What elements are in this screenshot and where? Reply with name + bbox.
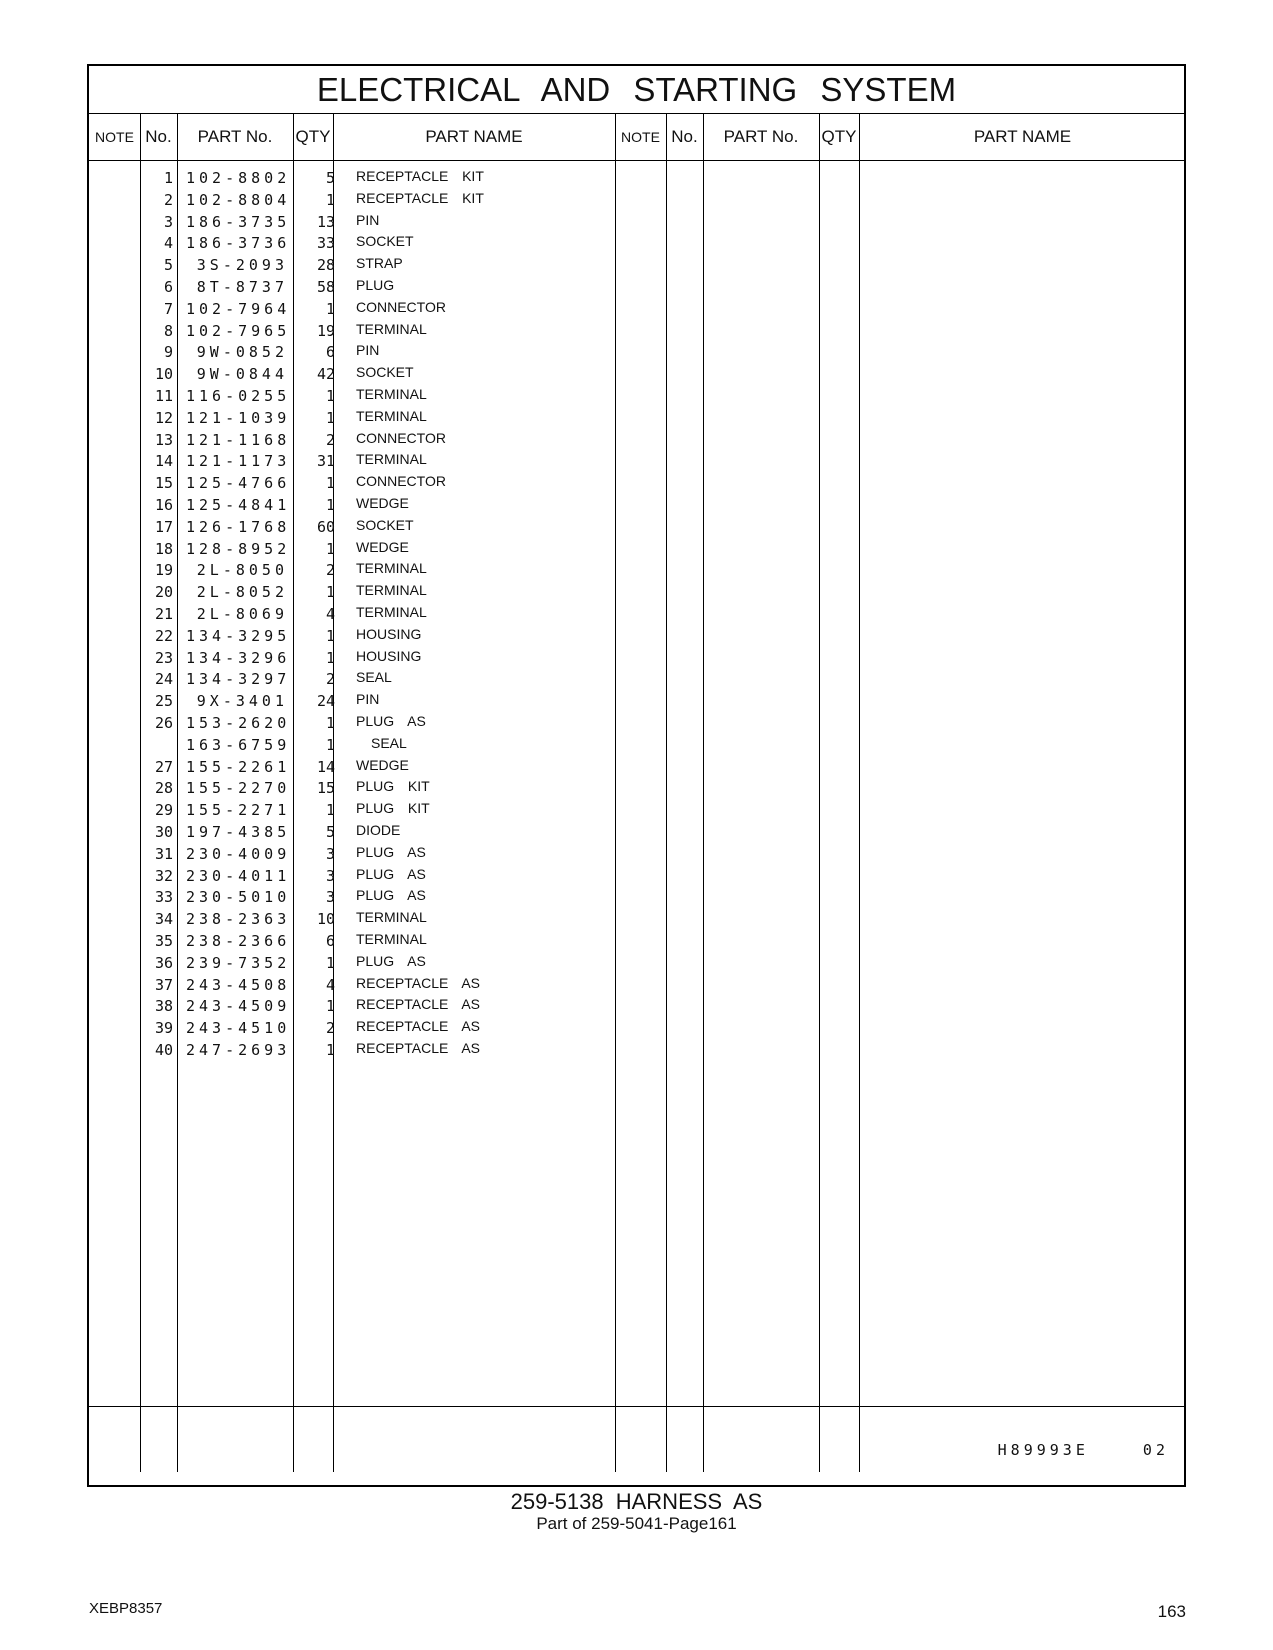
part-number: 153-2620 bbox=[186, 714, 291, 732]
item-number: 22 bbox=[154, 626, 173, 645]
item-number: 12 bbox=[154, 408, 173, 427]
part-number: 8T-8737 bbox=[196, 278, 288, 296]
item-number: 40 bbox=[154, 1041, 173, 1059]
quantity: 2 bbox=[325, 670, 335, 689]
quantity: 1 bbox=[325, 408, 335, 427]
part-number: 102-8802 bbox=[186, 169, 291, 187]
part-number: 243-4508 bbox=[186, 975, 291, 994]
part-name: TERMINAL bbox=[356, 931, 427, 947]
item-number: 7 bbox=[163, 299, 173, 318]
part-name: SEAL bbox=[371, 734, 407, 751]
quantity: 2 bbox=[325, 1019, 335, 1038]
part-name: STRAP bbox=[356, 255, 403, 272]
quantity: 42 bbox=[316, 365, 335, 384]
quantity: 10 bbox=[316, 910, 335, 929]
part-name: HOUSING bbox=[356, 647, 422, 664]
part-name: PLUG AS bbox=[356, 713, 426, 729]
quantity: 1 bbox=[325, 539, 335, 558]
quantity: 4 bbox=[325, 975, 335, 994]
item-number: 2 bbox=[163, 190, 173, 209]
part-name: SOCKET bbox=[356, 233, 414, 250]
column-divider bbox=[703, 113, 704, 1472]
part-name: HOUSING bbox=[356, 625, 422, 642]
part-number: 238-2366 bbox=[186, 932, 291, 950]
part-name: PIN bbox=[356, 691, 380, 708]
part-number: 197-4385 bbox=[186, 823, 291, 841]
part-number: 155-2261 bbox=[186, 757, 291, 776]
part-name: WEDGE bbox=[356, 538, 409, 555]
table-row bbox=[89, 1039, 649, 1062]
item-number: 13 bbox=[154, 430, 173, 449]
part-number: 128-8952 bbox=[186, 539, 291, 558]
item-number: 36 bbox=[154, 953, 173, 972]
item-number: 3 bbox=[163, 212, 173, 231]
page-number: 163 bbox=[1157, 1602, 1186, 1621]
header-part-name-left: PART NAME bbox=[425, 127, 523, 146]
part-number: 2L-8050 bbox=[196, 561, 288, 580]
part-name: SEAL bbox=[356, 669, 392, 686]
part-name: WEDGE bbox=[356, 756, 409, 773]
quantity: 3 bbox=[325, 888, 335, 907]
item-number: 16 bbox=[154, 496, 173, 514]
quantity: 1 bbox=[325, 735, 335, 754]
item-number: 25 bbox=[154, 692, 173, 711]
part-number: 121-1039 bbox=[186, 408, 291, 427]
part-name: RECEPTACLE AS bbox=[356, 996, 481, 1013]
part-number: 230-4009 bbox=[186, 844, 291, 863]
quantity: 28 bbox=[316, 256, 335, 275]
item-number: 1 bbox=[163, 169, 173, 187]
header-qty-left: QTY bbox=[295, 127, 331, 146]
part-name: CONNECTOR bbox=[356, 429, 446, 446]
quantity: 1 bbox=[325, 801, 335, 820]
part-name: TERMINAL bbox=[356, 451, 427, 468]
part-name: TERMINAL bbox=[356, 604, 427, 620]
part-name: TERMINAL bbox=[356, 560, 427, 577]
quantity: 1 bbox=[325, 496, 335, 514]
item-number: 18 bbox=[154, 539, 173, 558]
part-name: TERMINAL bbox=[356, 386, 427, 402]
item-number: 9 bbox=[163, 343, 173, 362]
quantity: 13 bbox=[316, 212, 335, 231]
header-note-right: NOTE bbox=[621, 129, 660, 145]
item-number: 6 bbox=[163, 278, 173, 296]
item-number: 5 bbox=[163, 256, 173, 275]
part-number: 3S-2093 bbox=[196, 256, 288, 275]
header-rule bbox=[89, 160, 1184, 161]
header-part-no-left: PART No. bbox=[197, 127, 273, 146]
part-name: RECEPTACLE AS bbox=[356, 974, 481, 991]
part-number: 163-6759 bbox=[186, 735, 291, 754]
part-number: 125-4766 bbox=[186, 474, 291, 493]
body-bottom-rule bbox=[89, 1406, 1184, 1407]
table-row bbox=[89, 712, 649, 735]
assembly-reference: Part of 259-5041-Page161 bbox=[536, 1514, 737, 1533]
item-number: 23 bbox=[154, 648, 173, 667]
quantity: 19 bbox=[316, 321, 335, 340]
part-name: CONNECTOR bbox=[356, 473, 446, 490]
part-number: 186-3735 bbox=[186, 212, 291, 231]
part-number: 186-3736 bbox=[186, 234, 291, 253]
item-number: 35 bbox=[154, 932, 173, 950]
column-divider bbox=[819, 113, 820, 1472]
part-name: RECEPTACLE AS bbox=[356, 1018, 481, 1035]
part-name: PLUG KIT bbox=[356, 800, 430, 817]
illustration-code: H89993E 02 bbox=[997, 1441, 1169, 1459]
item-number: 4 bbox=[163, 234, 173, 253]
header-no-right: No. bbox=[671, 127, 698, 146]
item-number: 39 bbox=[154, 1019, 173, 1038]
item-number: 17 bbox=[154, 517, 173, 536]
part-name: TERMINAL bbox=[356, 582, 427, 599]
assembly-title: 259-5138 HARNESS AS bbox=[510, 1489, 763, 1514]
part-number: 134-3295 bbox=[186, 626, 291, 645]
item-number: 15 bbox=[154, 474, 173, 493]
quantity: 3 bbox=[325, 866, 335, 885]
quantity: 1 bbox=[325, 997, 335, 1016]
part-name: PLUG AS bbox=[356, 843, 426, 860]
item-number: 30 bbox=[154, 823, 173, 841]
part-name: SOCKET bbox=[356, 364, 414, 381]
item-number: 38 bbox=[154, 997, 173, 1016]
quantity: 58 bbox=[316, 278, 335, 296]
part-name: CONNECTOR bbox=[356, 298, 446, 315]
part-name: PLUG bbox=[356, 277, 395, 293]
part-name: TERMINAL bbox=[356, 320, 427, 337]
quantity: 5 bbox=[325, 169, 335, 187]
part-name: TERMINAL bbox=[356, 407, 427, 424]
part-number: 102-7965 bbox=[186, 321, 291, 340]
item-number: 32 bbox=[154, 866, 173, 885]
part-number: 2L-8052 bbox=[196, 583, 288, 602]
item-number: 8 bbox=[163, 321, 173, 340]
item-number: 14 bbox=[154, 452, 173, 471]
quantity: 1 bbox=[325, 1041, 335, 1059]
part-number: 126-1768 bbox=[186, 517, 291, 536]
item-number: 29 bbox=[154, 801, 173, 820]
part-name: WEDGE bbox=[356, 495, 409, 511]
quantity: 31 bbox=[316, 452, 335, 471]
part-number: 102-7964 bbox=[186, 299, 291, 318]
part-number: 134-3296 bbox=[186, 648, 291, 667]
part-name: RECEPTACLE AS bbox=[356, 1040, 481, 1056]
part-name: PLUG KIT bbox=[356, 778, 430, 795]
part-number: 243-4510 bbox=[186, 1019, 291, 1038]
part-number: 116-0255 bbox=[186, 387, 291, 405]
part-number: 121-1173 bbox=[186, 452, 291, 471]
part-number: 239-7352 bbox=[186, 953, 291, 972]
part-number: 230-5010 bbox=[186, 888, 291, 907]
quantity: 15 bbox=[316, 779, 335, 798]
part-number: 9W-0844 bbox=[196, 365, 288, 384]
part-number: 9W-0852 bbox=[196, 343, 288, 362]
page-title: ELECTRICAL AND STARTING SYSTEM bbox=[89, 66, 1184, 114]
part-name: DIODE bbox=[356, 822, 401, 838]
item-number: 26 bbox=[154, 714, 173, 732]
quantity: 1 bbox=[325, 953, 335, 972]
item-number: 31 bbox=[154, 844, 173, 863]
item-number: 28 bbox=[154, 779, 173, 798]
quantity: 60 bbox=[316, 517, 335, 536]
column-divider bbox=[859, 113, 860, 1472]
item-number: 24 bbox=[154, 670, 173, 689]
part-name: PLUG AS bbox=[356, 865, 426, 882]
part-name: PIN bbox=[356, 211, 380, 228]
quantity: 6 bbox=[325, 932, 335, 950]
column-divider bbox=[666, 113, 667, 1472]
quantity: 24 bbox=[316, 692, 335, 711]
part-number: 243-4509 bbox=[186, 997, 291, 1016]
parts-table-frame bbox=[87, 64, 1186, 1487]
quantity: 5 bbox=[325, 823, 335, 841]
part-number: 121-1168 bbox=[186, 430, 291, 449]
part-number: 134-3297 bbox=[186, 670, 291, 689]
quantity: 1 bbox=[325, 474, 335, 493]
part-name: PIN bbox=[356, 342, 380, 359]
item-number: 10 bbox=[154, 365, 173, 384]
part-name: RECEPTACLE KIT bbox=[356, 189, 484, 206]
quantity: 14 bbox=[316, 757, 335, 776]
header-part-no-right: PART No. bbox=[723, 127, 799, 146]
header-no-left: No. bbox=[145, 127, 172, 146]
quantity: 1 bbox=[325, 626, 335, 645]
part-number: 2L-8069 bbox=[196, 605, 288, 623]
header-part-name-right: PART NAME bbox=[973, 127, 1072, 146]
item-number: 19 bbox=[154, 561, 173, 580]
document-id: XEBP8357 bbox=[89, 1600, 163, 1617]
quantity: 6 bbox=[325, 343, 335, 362]
item-number: 20 bbox=[154, 583, 173, 602]
item-number: 21 bbox=[154, 605, 173, 623]
item-number: 27 bbox=[154, 757, 173, 776]
quantity: 1 bbox=[325, 714, 335, 732]
quantity: 4 bbox=[325, 605, 335, 623]
part-number: 9X-3401 bbox=[196, 692, 288, 711]
part-number: 238-2363 bbox=[186, 910, 291, 929]
quantity: 1 bbox=[325, 190, 335, 209]
header-note-left: NOTE bbox=[95, 129, 134, 145]
part-name: PLUG AS bbox=[356, 887, 426, 904]
part-number: 155-2270 bbox=[186, 779, 291, 798]
quantity: 1 bbox=[325, 387, 335, 405]
part-number: 155-2271 bbox=[186, 801, 291, 820]
part-name: RECEPTACLE KIT bbox=[356, 168, 484, 184]
item-number: 33 bbox=[154, 888, 173, 907]
quantity: 1 bbox=[325, 648, 335, 667]
quantity: 3 bbox=[325, 844, 335, 863]
part-number: 125-4841 bbox=[186, 496, 291, 514]
item-number: 37 bbox=[154, 975, 173, 994]
quantity: 33 bbox=[316, 234, 335, 253]
quantity: 1 bbox=[325, 583, 335, 602]
part-name: SOCKET bbox=[356, 516, 414, 533]
quantity: 2 bbox=[325, 430, 335, 449]
part-name: TERMINAL bbox=[356, 909, 427, 926]
header-qty-right: QTY bbox=[821, 127, 857, 146]
item-number: 34 bbox=[154, 910, 173, 929]
item-number: 11 bbox=[154, 387, 173, 405]
part-name: PLUG AS bbox=[356, 952, 426, 969]
quantity: 2 bbox=[325, 561, 335, 580]
part-number: 230-4011 bbox=[186, 866, 291, 885]
quantity: 1 bbox=[325, 299, 335, 318]
part-number: 247-2693 bbox=[186, 1041, 291, 1059]
part-number: 102-8804 bbox=[186, 190, 291, 209]
